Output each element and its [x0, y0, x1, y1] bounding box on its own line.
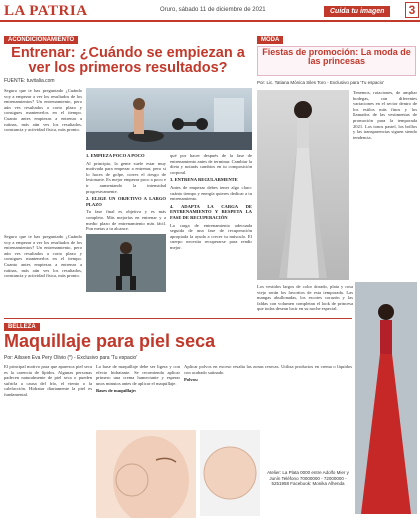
- red-dress-photo: [355, 282, 417, 514]
- dateline: Oruro, sábado 11 de diciembre de 2021: [160, 7, 266, 13]
- article3-col2-text: La base de maquillaje debe ser ligera y con efecto hidratante. Se recomienda aplicar primero una crema humectante y esperar unos minutos antes de aplicar el maquillaje.: [96, 364, 180, 386]
- gown-figure-icon: [257, 90, 349, 280]
- article1-col3-text-2: Antes de empezar debes tener algo claro: cuánto tiempo y energía quieres dedicar a tu entrenamiento.: [170, 184, 252, 202]
- section-tag: Cuida tu imagen: [324, 6, 390, 17]
- article1-col3-text-3: La carga de entrenamiento adecuada seguida de una fase de recuperación apropiada la ayuda a crecer tu músculo. El cuerpo necesita recuperarse para rendir mejor.: [170, 222, 252, 250]
- article3-footer: Atelier: La Plata 0000 entre Adolfo Mier y Junín Teléfono 70000000 - 72000000 - 5251958 Facebook: Monika Alhenda: [267, 470, 349, 486]
- article1-col1-text: Seguro que te has preguntado ¿Cuándo voy a empezar a ver los resultados de los entrenamientos? Un entrenamiento, pero aún ves resultados a corto plazo y consigues mantenerlos en el tiempo. Cuanto antes empiezas a entrenar a rutinas, más aún ves los resultados, constancia y actividad física, más pronto.: [4, 88, 82, 133]
- skin-detail-photo: [200, 430, 260, 516]
- article2-col1-text: Tenemos, rotaciones, de ampliar bodegas, con diferentes variaciones en el sector dentro de los estilos más finos y los llamados de las vestimentas de promoción para la temporada 2021. Los tonos pastel, los brillos y las transparencias siguen siendo tendencia.: [353, 90, 417, 140]
- article3-column-2: [96, 364, 180, 426]
- woman-training-photo: [86, 234, 166, 292]
- article3-col3-heading: Polvos:: [184, 377, 199, 383]
- article2-column-2: [257, 284, 353, 314]
- princess-dress-photo: [257, 90, 349, 280]
- article2-kicker: MODA: [257, 36, 283, 44]
- article3-column-1: [4, 364, 92, 516]
- article1-col2-text: Al principio, la gente suele estar muy motivada para empezar a entrenar, pero si lo haces de golpe, corres el riesgo de lesionarte. Es mejor empezar poco a poco e ir aumentando la intensidad progresivamente.: [86, 160, 166, 194]
- red-gown-icon: [355, 282, 417, 514]
- article3-byline: Por: Ailssen Eva Pery Olivio (*) - Exclusivo para 'Tu espacio': [4, 355, 138, 361]
- article1-column-1b: [4, 234, 82, 294]
- page-number: 3: [405, 2, 419, 18]
- masthead: [0, 0, 420, 22]
- article1-col3-heading: 3. ENTRENA REGULARMENTE: [170, 177, 238, 183]
- skin-circle-icon: [200, 430, 260, 516]
- gym-scene-icon: [86, 88, 252, 150]
- article2-headline: Fiestas de promoción: La moda de las princesas: [262, 47, 411, 67]
- article1-kicker: ACONDICIONAMIENTO: [4, 36, 78, 44]
- article3-col3-text: Aplicar polvos en exceso resalta las zonas resecas. Utiliza productos en crema o líquidos con acabado satinado.: [184, 364, 352, 375]
- article1-col3-text: qué por hacer después de la fase de entrenamiento antes de terminar. Cambiar la dieta y notarás cambios en tu composición corporal.: [170, 153, 252, 175]
- article1-col2-heading-2: 2. ELIGE UN OBJETIVO A LARGO PLAZO: [86, 196, 166, 207]
- article1-source: FUENTE: tuvitalia.com: [4, 78, 55, 84]
- face-closeup-icon: [96, 430, 196, 518]
- article3-column-3: [184, 364, 352, 426]
- article2-column-1: [353, 90, 417, 280]
- section-divider: [4, 318, 352, 319]
- article3-kicker: BELLEZA: [4, 323, 40, 331]
- article3-col2-heading: Bases de maquillaje:: [96, 388, 137, 394]
- article1-col2-heading: 1. EMPIEZA POCO A POCO: [86, 153, 145, 158]
- face-skin-photo: [96, 430, 196, 518]
- article2-col2-text: Los vestidos largos de color dorado, plata y rosa viejo serán los favoritos de esta temporada. Las mangas abullonadas, los escotes corazón y las faldas con volumen completan el look de princesa que todas desean lucir en su noche especial.: [257, 284, 353, 312]
- article1-headline: Entrenar: ¿Cuándo se empiezan a ver los primeros resultados?: [11, 45, 245, 77]
- article1-column-2: [86, 153, 166, 231]
- article2-byline: Por: Lic. Tatiana Mónica Siles Toro - Exclusivo para 'Tu espacio': [257, 80, 384, 85]
- article1-col1-continued: Seguro que te has preguntado ¿Cuándo voy a empezar a ver los resultados de los entrenamientos? Un entrenamiento, pero aún ves resultados a corto plazo y consigues mantenerlos en el tiempo. Cuanto antes empiezas a entrenar a rutinas, más aún ves los resultados, constancia y actividad física, más pronto.: [4, 234, 82, 279]
- article1-col3-heading-2: 4. ADAPTA LA CARGA DE ENTRENAMIENTO Y RESPETA LA FASE DE RECUPERACIÓN: [170, 203, 252, 220]
- article1-column-3: [170, 153, 252, 293]
- newspaper-logo: LA PATRIA: [4, 3, 88, 19]
- article3-headline: Maquillaje para piel seca: [4, 331, 216, 351]
- training-figure-icon: [86, 234, 166, 292]
- article1-column-1: [4, 88, 82, 231]
- article3-col1-text: El principal motivo para que aparezca piel seca es la carencia de lípidos. Algunas personas padecen naturalmente de piel seca o pueden sufrirla a causa del frío, el viento o la calefacción. Hidratar diariamente la piel es fundamental.: [4, 364, 92, 397]
- article1-col2-text-2: Tu fase final es objetiva y es más completo. Más mejorías en entrenar y a medio plazo de entrenamiento más fácil. Pon metas a tu alcance.: [86, 209, 166, 231]
- gym-photo: [86, 88, 252, 150]
